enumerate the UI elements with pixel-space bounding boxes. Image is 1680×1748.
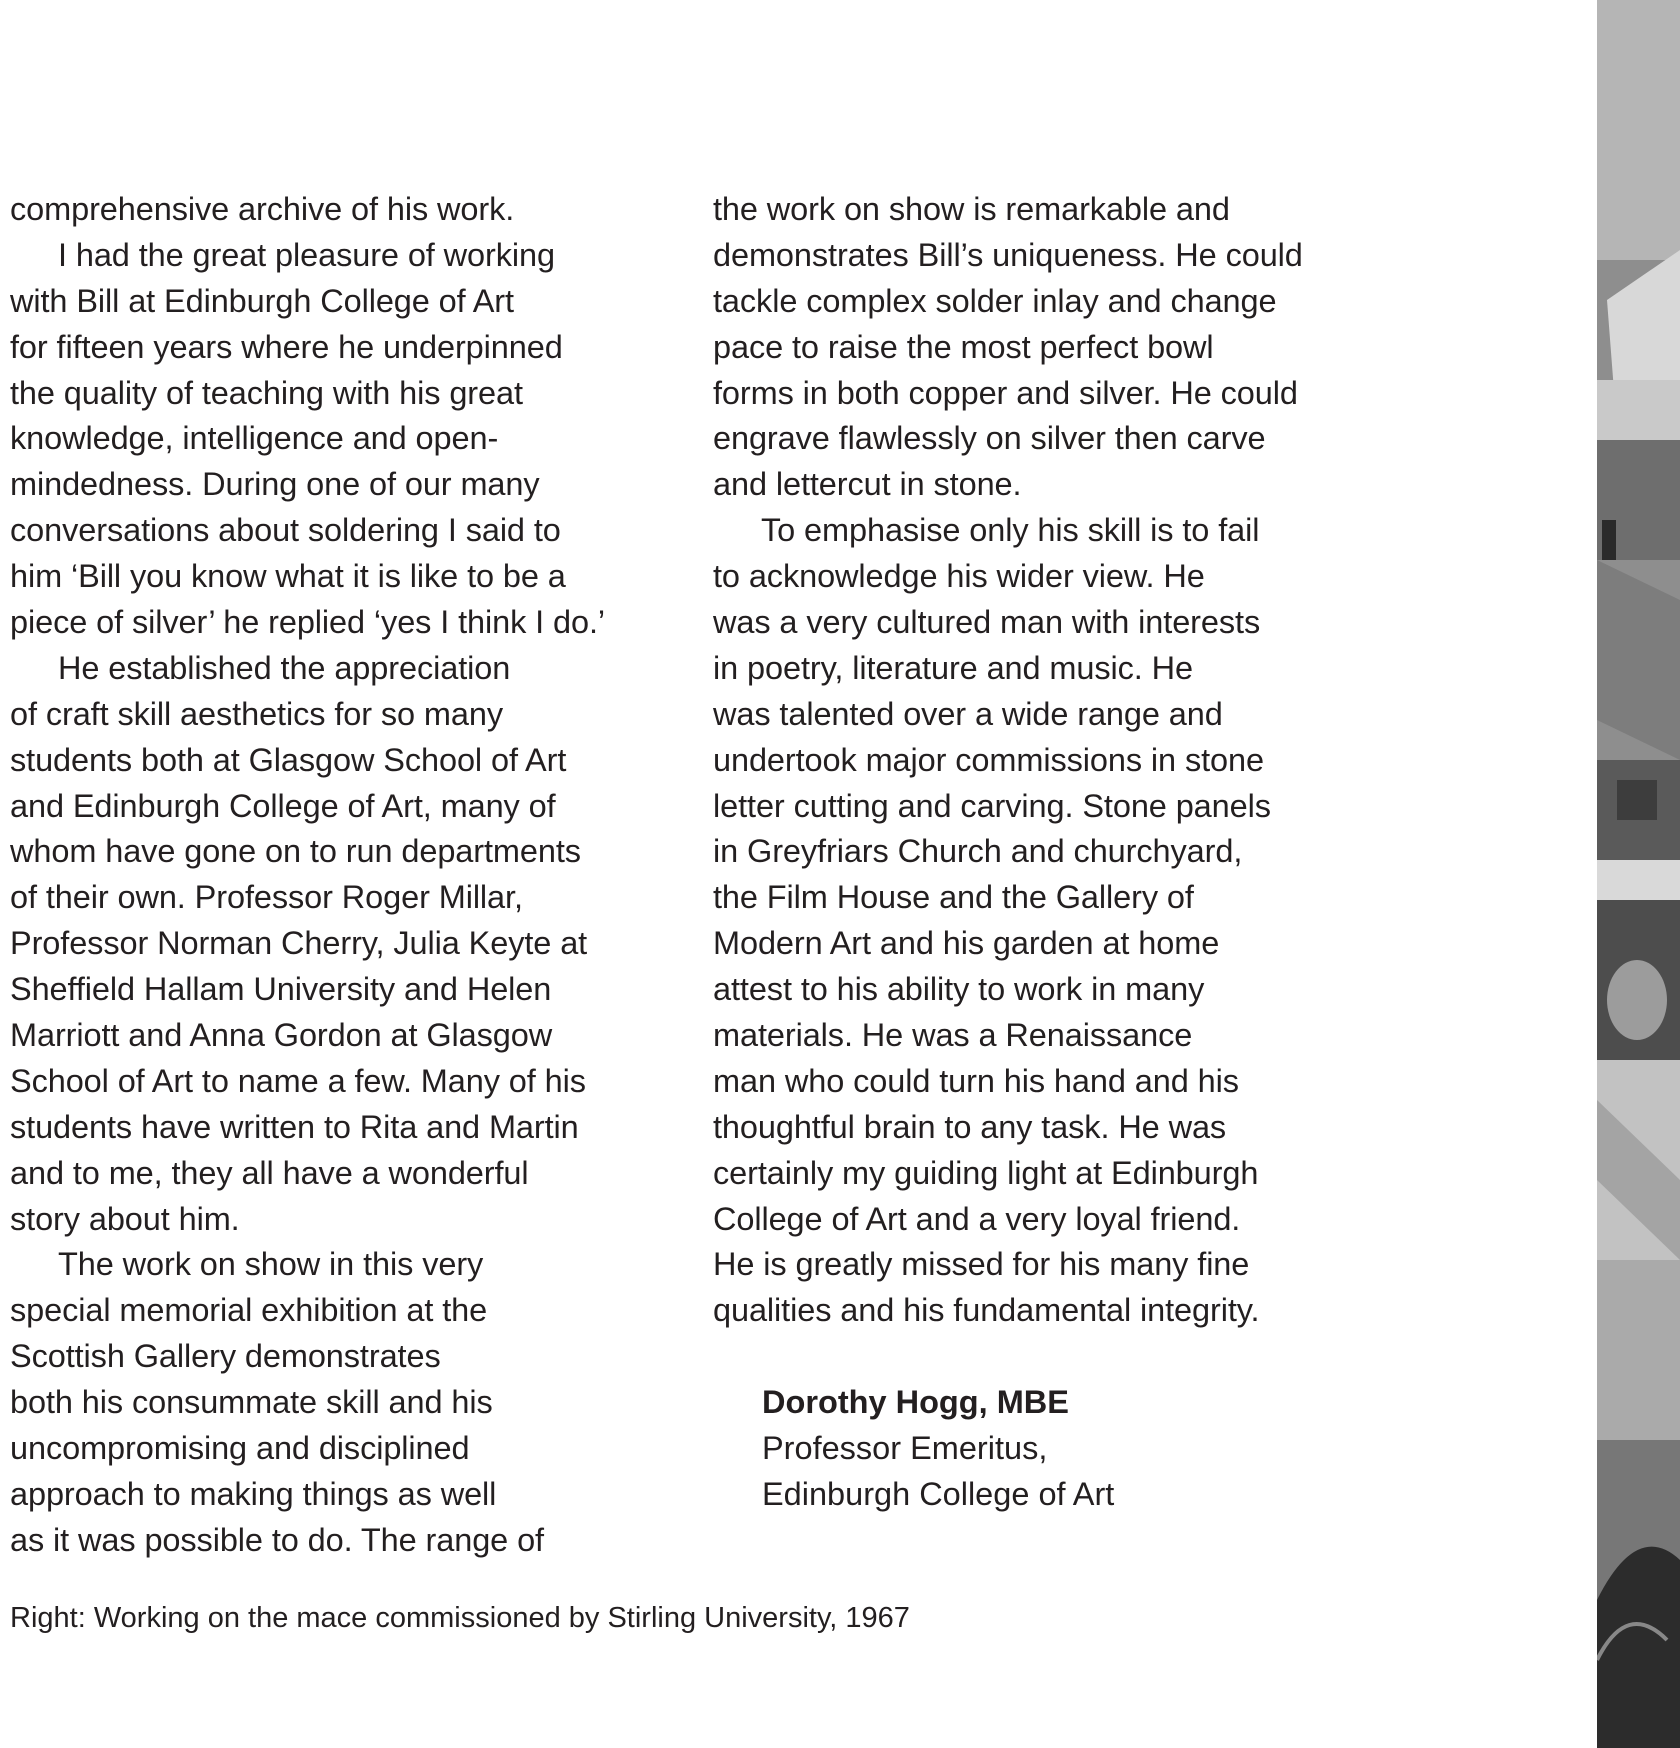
- right-text-column: [713, 187, 1413, 1334]
- text-line: and lettercut in stone.: [713, 466, 1022, 503]
- text-line: attest to his ability to work in many: [713, 971, 1205, 1008]
- text-line: in poetry, literature and music. He: [713, 649, 1194, 686]
- text-line: He established the appreciation: [58, 649, 511, 686]
- text-line: of their own. Professor Roger Millar,: [10, 879, 523, 916]
- text-line: and to me, they all have a wonderful: [10, 1154, 529, 1191]
- text-line: I had the great pleasure of working: [58, 236, 555, 273]
- text-line: the Film House and the Gallery of: [713, 879, 1194, 916]
- text-line: him ‘Bill you know what it is like to be a: [10, 558, 566, 595]
- text-line: uncompromising and disciplined: [10, 1430, 470, 1467]
- author-title: Professor Emeritus,: [762, 1429, 1048, 1466]
- signature-block: [762, 1380, 1114, 1518]
- author-institution: Edinburgh College of Art: [762, 1475, 1115, 1512]
- text-line: qualities and his fundamental integrity.: [713, 1292, 1260, 1329]
- text-line: College of Art and a very loyal friend.: [713, 1200, 1241, 1237]
- text-line: students have written to Rita and Martin: [10, 1108, 579, 1145]
- text-line: tackle complex solder inlay and change: [713, 282, 1277, 319]
- text-line: Professor Norman Cherry, Julia Keyte at: [10, 925, 588, 962]
- text-line: undertook major commissions in stone: [713, 741, 1264, 778]
- text-line: and Edinburgh College of Art, many of: [10, 787, 556, 824]
- text-line: forms in both copper and silver. He could: [713, 374, 1298, 411]
- text-line: materials. He was a Renaissance: [713, 1017, 1193, 1054]
- text-line: He is greatly missed for his many fine: [713, 1246, 1250, 1283]
- text-line: pace to raise the most perfect bowl: [713, 328, 1214, 365]
- text-line: man who could turn his hand and his: [713, 1062, 1239, 1099]
- text-line: certainly my guiding light at Edinburgh: [713, 1154, 1259, 1191]
- text-line: story about him.: [10, 1200, 240, 1237]
- text-line: thoughtful brain to any task. He was: [713, 1108, 1227, 1145]
- text-line: to acknowledge his wider view. He: [713, 558, 1205, 595]
- photo-caption: Right: Working on the mace commissioned by Stirling University, 1967: [10, 1602, 910, 1634]
- text-line: The work on show in this very: [58, 1246, 484, 1283]
- text-line: letter cutting and carving. Stone panels: [713, 787, 1271, 824]
- text-line: comprehensive archive of his work.: [10, 191, 515, 227]
- text-line: mindedness. During one of our many: [10, 466, 540, 503]
- text-line: Modern Art and his garden at home: [713, 925, 1220, 962]
- text-line: for fifteen years where he underpinned: [10, 328, 563, 365]
- text-line: conversations about soldering I said to: [10, 512, 561, 549]
- text-line: in Greyfriars Church and churchyard,: [713, 833, 1243, 870]
- author-name: Dorothy Hogg, MBE: [762, 1384, 1069, 1420]
- text-line: was a very cultured man with interests: [713, 604, 1261, 641]
- text-line: students both at Glasgow School of Art: [10, 741, 567, 778]
- text-line: piece of silver’ he replied ‘yes I think I do.’: [10, 604, 606, 641]
- text-line: of craft skill aesthetics for so many: [10, 695, 504, 732]
- text-line: the quality of teaching with his great: [10, 374, 523, 411]
- text-line: Scottish Gallery demonstrates: [10, 1338, 441, 1375]
- text-line: knowledge, intelligence and open-: [10, 420, 499, 457]
- archival-photo: [1597, 0, 1680, 1748]
- photo-texture: [1597, 0, 1680, 1748]
- text-line: special memorial exhibition at the: [10, 1292, 488, 1329]
- text-line: Sheffield Hallam University and Helen: [10, 971, 552, 1008]
- text-line: was talented over a wide range and: [713, 695, 1223, 732]
- text-line: Marriott and Anna Gordon at Glasgow: [10, 1017, 553, 1054]
- text-line: engrave flawlessly on silver then carve: [713, 420, 1266, 457]
- text-line: whom have gone on to run departments: [10, 833, 581, 870]
- text-line: with Bill at Edinburgh College of Art: [10, 282, 514, 319]
- text-line: both his consummate skill and his: [10, 1384, 493, 1421]
- text-line: demonstrates Bill’s uniqueness. He could: [713, 236, 1303, 273]
- text-line: approach to making things as well: [10, 1475, 497, 1512]
- text-line: as it was possible to do. The range of: [10, 1521, 544, 1558]
- text-line: School of Art to name a few. Many of his: [10, 1062, 586, 1099]
- text-line: the work on show is remarkable and: [713, 191, 1230, 227]
- text-line: To emphasise only his skill is to fail: [761, 512, 1260, 549]
- left-text-column: [10, 187, 690, 1564]
